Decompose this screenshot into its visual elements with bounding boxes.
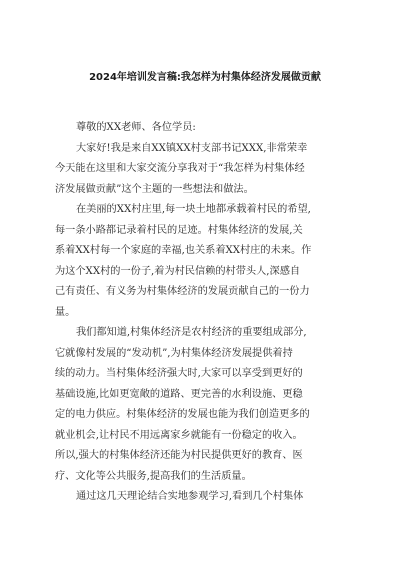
paragraph-line: 己有责任、有义务为村集体经济的发展贡献自己的一份力 [55, 286, 310, 297]
paragraph-line: 通过这几天理论结合实地参观学习,看到几个村集体 [76, 491, 304, 502]
paragraph-line: 疗、文化等公共服务,提高我们的生活质量。 [55, 470, 252, 482]
paragraph-line: 系着XX村每一个家庭的幸福,也关系着XX村庄的未来。作 [55, 245, 312, 256]
document-body [55, 118, 353, 508]
paragraph-line: 济发展做贡献”这个主题的一些想法和做法。 [55, 183, 254, 195]
paragraph-line: 每一条小路都记录着村民的足迹。村集体经济的发展,关 [55, 224, 303, 236]
paragraph-line: 在美丽的XX村庄里,每一块土地都承载着村民的希望, [76, 204, 311, 215]
paragraph-line: 续的动力。当村集体经济强大时,大家可以享受到更好的 [55, 368, 303, 379]
paragraph-line: 它就像村发展的“发动机”,为村集体经济发展提供着持 [55, 347, 293, 359]
paragraph-line: 定的电力供应。村集体经济的发展也能为我们创造更多的 [55, 409, 310, 420]
paragraph-line: 基础设施,比如更宽敞的道路、更完善的水利设施、更稳 [55, 388, 303, 400]
document-title: 2024年培训发言稿:我怎样为村集体经济发展做贡献 [89, 72, 321, 83]
paragraph-line: 所以,强大的村集体经济还能为村民提供更好的教育、医 [55, 450, 303, 461]
paragraph-line: 为这个XX村的一份子,着为村民信赖的村带头人,深感自 [55, 265, 301, 277]
paragraph-line: 我们都知道,村集体经济是农村经济的重要组成部分, [76, 327, 307, 338]
paragraph-line: 今天能在这里和大家交流分享我对于“我怎样为村集体经 [55, 163, 305, 174]
salutation: 尊敬的XX老师、各位学员: [76, 122, 196, 133]
paragraph-line: 就业机会,让村民不用远离家乡就能有一份稳定的收入。 [55, 429, 303, 441]
paragraph-line: 量。 [55, 306, 76, 318]
paragraph-line: 大家好!我是来自XX镇XX村支部书记XXX,非常荣幸 [76, 142, 308, 154]
